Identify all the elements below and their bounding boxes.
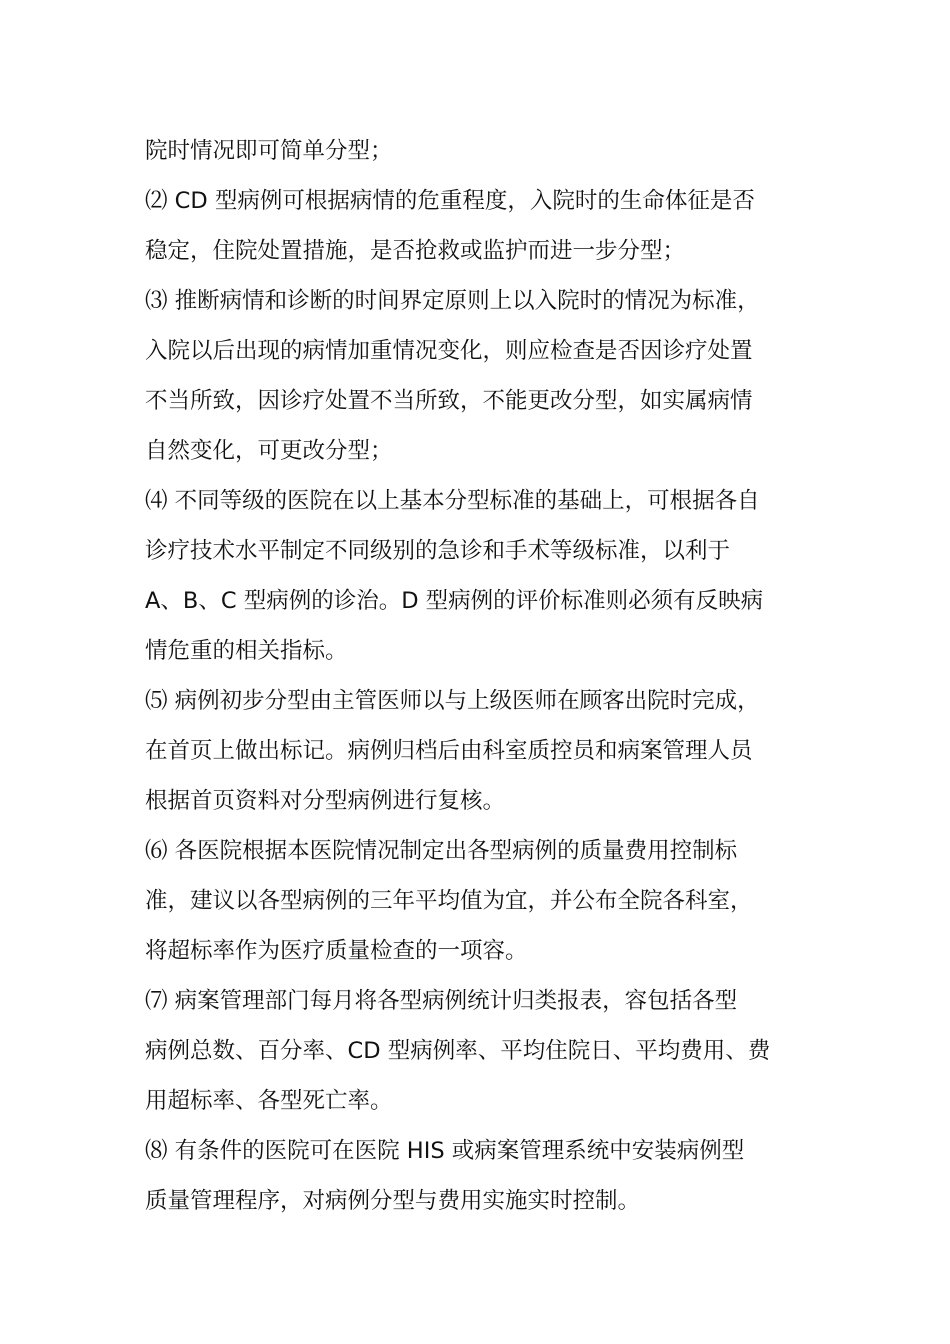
text-line: ⑸ 病例初步分型由主管医师以与上级医师在顾客出院时完成， bbox=[145, 688, 760, 714]
text-line: ⑷ 不同等级的医院在以上基本分型标准的基础上，可根据各自 bbox=[145, 488, 760, 514]
text-line: 诊疗技术水平制定不同级别的急诊和手术等级标准，以利于 bbox=[145, 538, 731, 564]
text-line: 根据首页资料对分型病例进行复核。 bbox=[145, 788, 506, 814]
text-line: ⑻ 有条件的医院可在医院 HIS 或病案管理系统中安装病例型 bbox=[145, 1138, 745, 1164]
text-line: 质量管理程序，对病例分型与费用实施实时控制。 bbox=[145, 1188, 641, 1214]
text-line: 入院以后出现的病情加重情况变化，则应检查是否因诊疗处置 bbox=[145, 338, 753, 364]
text-line: 情危重的相关指标。 bbox=[145, 638, 348, 664]
text-line: 自然变化，可更改分型； bbox=[145, 438, 393, 464]
text-line: ⑶ 推断病情和诊断的时间界定原则上以入院时的情况为标准， bbox=[145, 288, 760, 314]
text-line: 稳定，住院处置措施，是否抢救或监护而进一步分型； bbox=[145, 238, 686, 264]
body-text bbox=[145, 126, 815, 1226]
text-line: 在首页上做出标记。病例归档后由科室质控员和病案管理人员 bbox=[145, 738, 753, 764]
text-line: A、B、C 型病例的诊治。D 型病例的评价标准则必须有反映病 bbox=[145, 588, 764, 614]
text-line: ⑵ CD 型病例可根据病情的危重程度，入院时的生命体征是否 bbox=[145, 188, 755, 214]
text-line: 院时情况即可简单分型； bbox=[145, 138, 393, 164]
text-line: 将超标率作为医疗质量检查的一项容。 bbox=[145, 938, 528, 964]
text-line: 不当所致，因诊疗处置不当所致，不能更改分型，如实属病情 bbox=[145, 388, 753, 414]
text-line: ⑺ 病案管理部门每月将各型病例统计归类报表，容包括各型 bbox=[145, 988, 738, 1014]
text-line: ⑹ 各医院根据本医院情况制定出各型病例的质量费用控制标 bbox=[145, 838, 738, 864]
text-line: 病例总数、百分率、CD 型病例率、平均住院日、平均费用、费 bbox=[145, 1038, 771, 1064]
text-line: 用超标率、各型死亡率。 bbox=[145, 1088, 393, 1114]
text-line: 准，建议以各型病例的三年平均值为宜，并公布全院各科室， bbox=[145, 888, 753, 914]
